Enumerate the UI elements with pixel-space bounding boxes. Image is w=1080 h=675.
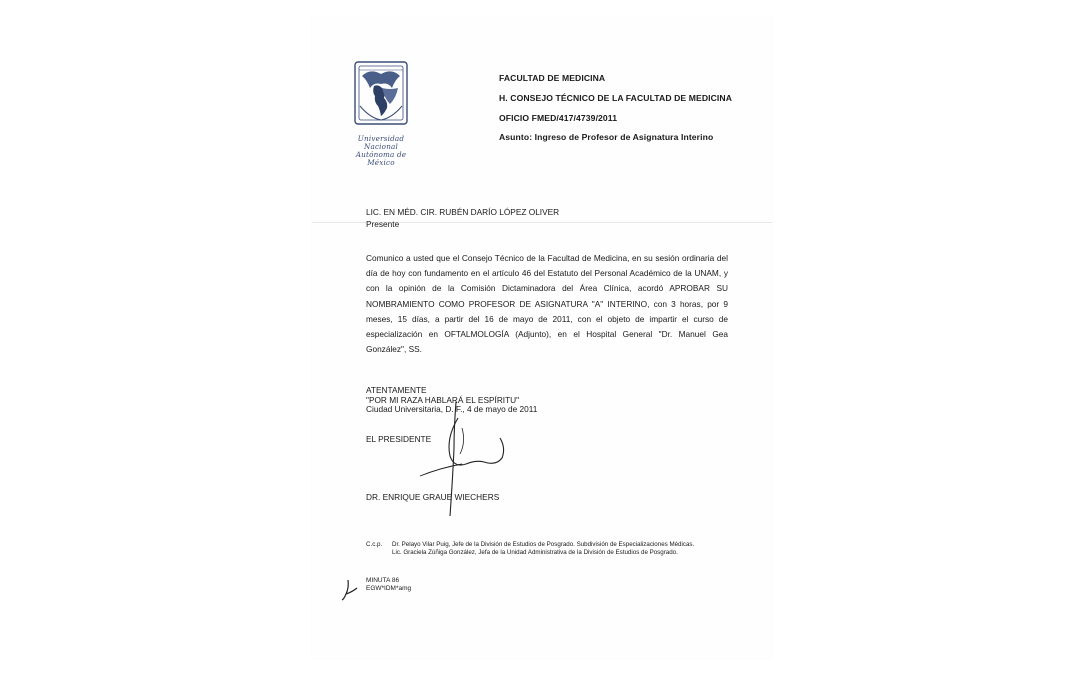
ccp-line-1: Dr. Pelayo Vilar Puig, Jefe de la División de Estudios de Posgrado. Subdivisión de Especializaciones Médicas.: [392, 541, 695, 548]
header-subject: Asunto: Ingreso de Profesor de Asignatura Interino: [499, 132, 714, 142]
ccp-label: C.c.p.: [366, 541, 383, 548]
body-paragraph: Comunico a usted que el Consejo Técnico de la Facultad de Medicina, en su sesión ordinaria del día de hoy con fundamento en el artículo 46 del Estatuto del Personal Académico de la UNAM, y con la opinión de la Comisión Dictaminadora del Área Clínica, acordó APROBAR SU NOMBRAMIENTO COMO PROFESOR DE ASIGNATURA "A" INTERINO, con 3 horas, por 9 meses, 15 días, a partir del 16 de mayo de 2011, con el objeto de impartir el curso de especialización en OFTALMOLOGÍA (Adjunto), en el Hospital General "Dr. Manuel Gea González", SS.: [366, 253, 728, 355]
header-council: H. CONSEJO TÉCNICO DE LA FACULTAD DE MEDICINA: [499, 93, 733, 103]
seal-line-3: México: [367, 158, 395, 167]
signer-role: EL PRESIDENTE: [366, 434, 432, 444]
footer-block: [366, 577, 411, 593]
header-office-number: OFICIO FMED/417/4739/2011: [499, 113, 618, 123]
recipient-name: LIC. EN MÉD. CIR. RUBÉN DARÍO LÓPEZ OLIVER: [366, 207, 560, 217]
initials-mark-icon: [340, 578, 360, 602]
closing-atentamente: ATENTAMENTE: [366, 385, 427, 395]
signer-name: DR. ENRIQUE GRAUE WIECHERS: [366, 492, 500, 502]
footer-initials: EGW*IDM*amg: [366, 585, 412, 592]
signature-icon: [410, 398, 520, 518]
footer-minuta: MINUTA 86: [366, 577, 400, 584]
header-faculty: FACULTAD DE MEDICINA: [499, 73, 606, 83]
closing-place-date: Ciudad Universitaria, D. F., 4 de mayo de 2011: [366, 404, 538, 414]
recipient-greeting: Presente: [366, 219, 400, 229]
closing-motto: "POR MI RAZA HABLARÁ EL ESPÍRITU": [366, 394, 520, 405]
ccp-line-2: Lic. Graciela Zúñiga González, Jefa de la Unidad Administrativa de la División de Estudios de Posgrado.: [392, 549, 678, 556]
unam-seal: [340, 58, 422, 167]
seal-line-1: Universidad Nacional: [357, 134, 405, 151]
unam-seal-icon: [340, 58, 422, 128]
ccp-block: [392, 541, 694, 557]
seal-line-2: Autónoma de: [355, 150, 407, 159]
